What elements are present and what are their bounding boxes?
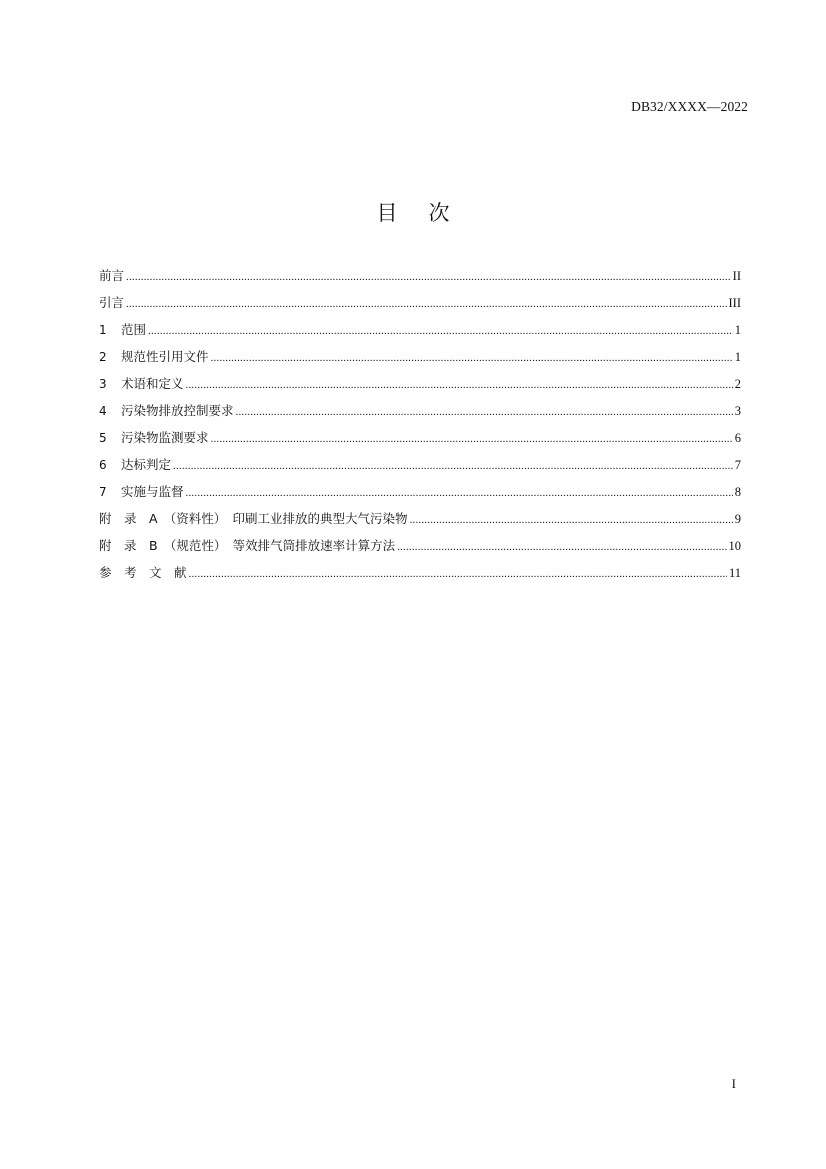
toc-entry-emission-control[interactable] [99,397,741,424]
toc-entry-page: II [732,269,741,283]
toc-entry-number: 7 [99,485,107,499]
toc-leader-dots [148,318,733,345]
toc-title [0,197,826,227]
toc-entry-page: 9 [734,512,741,526]
toc-entry-foreword[interactable] [99,262,741,289]
toc-entry-normative-references[interactable] [99,343,741,370]
toc-entry-label: 污染物监测要求 [121,430,209,445]
toc-entry-compliance[interactable] [99,451,741,478]
toc-entry-page: 1 [734,323,741,337]
toc-entry-annex-b[interactable] [99,532,741,559]
toc-leader-dots [397,534,726,561]
toc-entry-page: 11 [728,566,741,580]
toc-entry-monitoring[interactable] [99,424,741,451]
toc-entry-number: 5 [99,431,107,445]
toc-entry-page: 7 [734,458,741,472]
toc-entry-terms-definitions[interactable] [99,370,741,397]
toc-leader-dots [211,426,733,453]
toc-entry-page: III [728,296,741,310]
toc-entry-label: 术语和定义 [121,376,184,391]
toc-entry-number: 6 [99,458,107,472]
toc-entry-page: 8 [734,485,741,499]
toc-entry-number: 2 [99,350,107,364]
document-code: DB32/XXXX—2022 [631,99,748,114]
toc-entry-label: 前言 [99,268,125,283]
toc-title-char-1: 目 [376,201,398,225]
page-number: I [731,1076,736,1091]
toc-entry-label: 范围 [121,322,147,337]
table-of-contents [99,262,741,586]
toc-entry-label: 参 考 文 献 [99,565,187,580]
toc-leader-dots [236,399,733,426]
toc-entry-annex-a[interactable] [99,505,741,532]
toc-entry-label: 实施与监督 [121,484,184,499]
toc-leader-dots [186,480,733,507]
toc-entry-label: 引言 [99,295,125,310]
toc-title-char-2: 次 [428,201,450,225]
toc-entry-page: 6 [734,431,741,445]
toc-entry-number: 4 [99,404,107,418]
toc-leader-dots [186,372,733,399]
toc-leader-dots [189,561,727,588]
toc-entry-introduction[interactable] [99,289,741,316]
toc-leader-dots [173,453,733,480]
toc-entry-page: 10 [728,539,741,553]
toc-entry-bibliography[interactable] [99,559,741,586]
toc-entry-label: 污染物排放控制要求 [121,403,234,418]
toc-entry-number: 1 [99,323,107,337]
toc-entry-scope[interactable] [99,316,741,343]
toc-leader-dots [126,291,726,318]
toc-leader-dots [211,345,733,372]
toc-entry-page: 3 [734,404,741,418]
toc-entry-page: 2 [734,377,741,391]
toc-entry-label: 规范性引用文件 [121,349,209,364]
toc-leader-dots [126,264,731,291]
toc-entry-page: 1 [734,350,741,364]
toc-entry-label: 达标判定 [121,457,172,472]
toc-leader-dots [410,507,733,534]
toc-entry-label: 附 录 B （规范性） 等效排气筒排放速率计算方法 [99,538,396,553]
toc-entry-label: 附 录 A （资料性） 印刷工业排放的典型大气污染物 [99,511,408,526]
toc-entry-number: 3 [99,377,107,391]
toc-entry-implementation[interactable] [99,478,741,505]
